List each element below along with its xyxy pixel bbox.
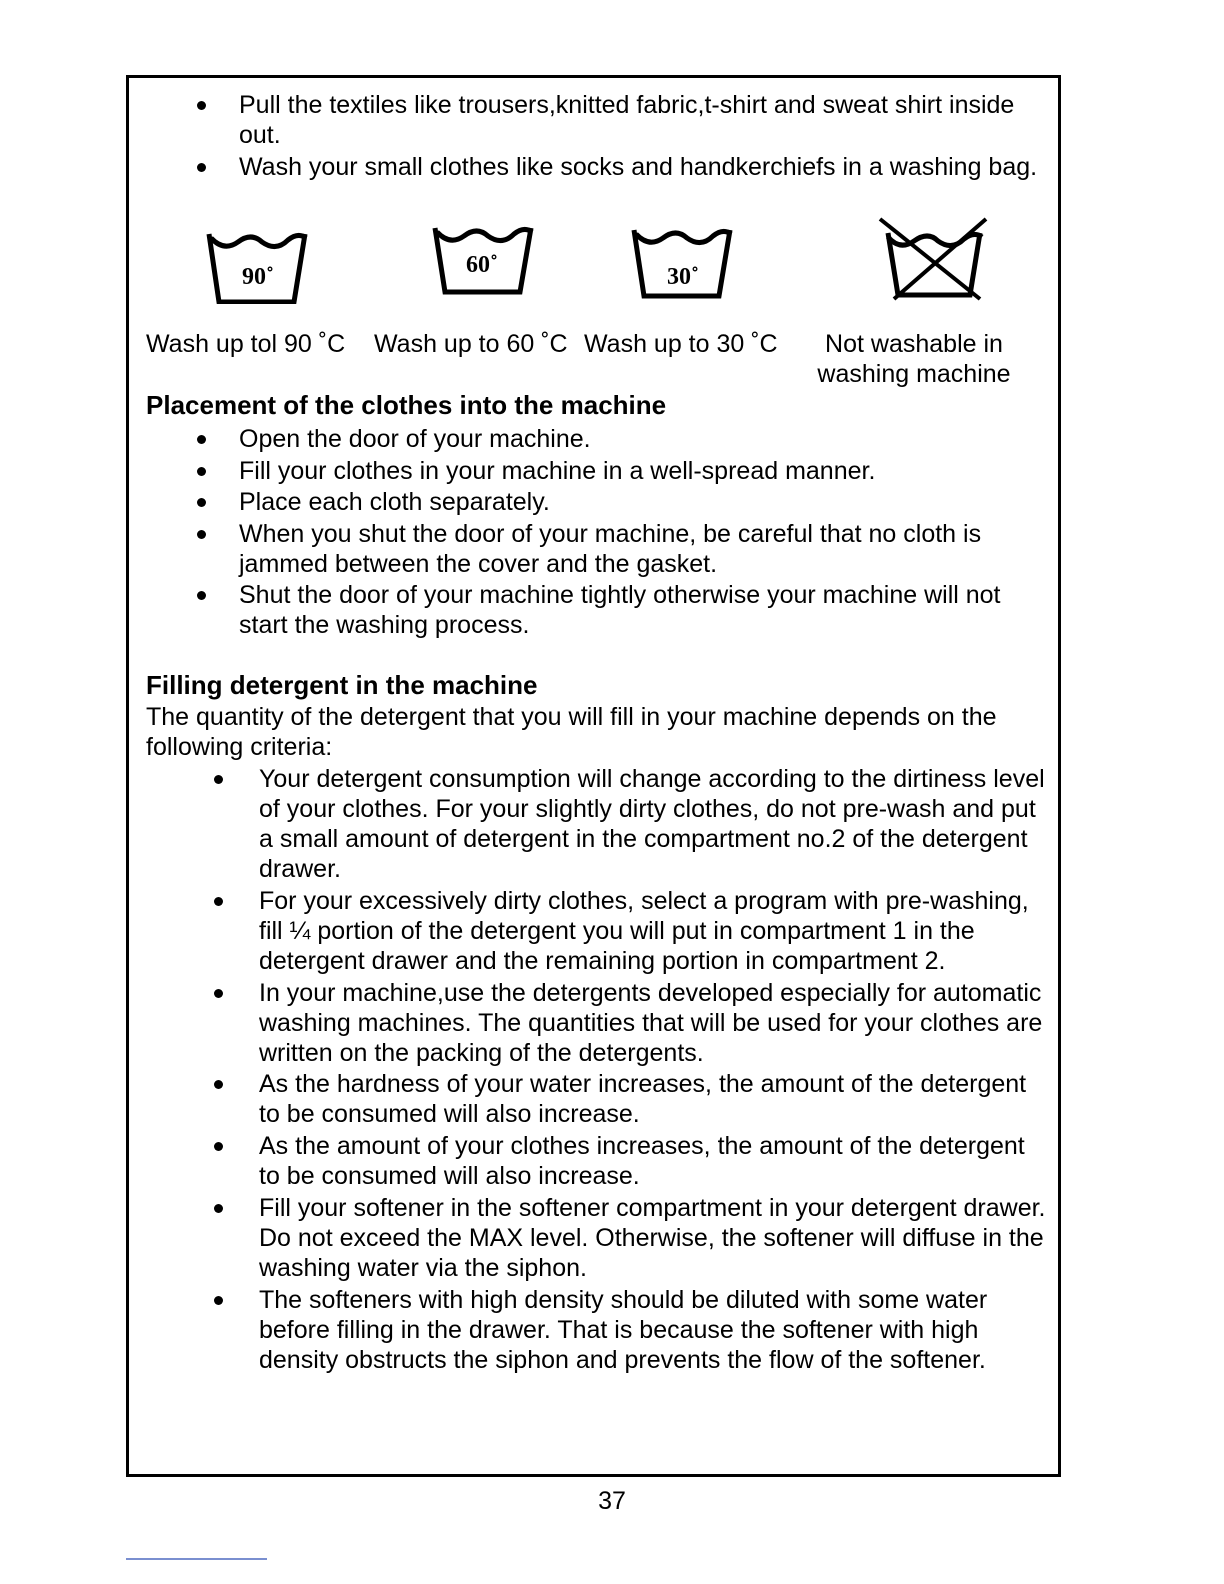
wash-30-icon bbox=[631, 224, 735, 300]
bullet-icon bbox=[197, 591, 206, 600]
list-item: As the hardness of your water increases, the amount of the detergent to be consumed will also increase. bbox=[259, 1069, 1049, 1129]
bullet-icon bbox=[197, 530, 206, 539]
list-item: Shut the door of your machine tightly otherwise your machine will not start the washing process. bbox=[239, 580, 1049, 640]
wash-90-icon bbox=[206, 228, 310, 304]
bullet-icon bbox=[214, 1204, 223, 1213]
page-number: 37 bbox=[598, 1487, 626, 1515]
bullet-icon bbox=[214, 989, 223, 998]
list-item: When you shut the door of your machine, be careful that no cloth is jammed between the cover and the gasket. bbox=[239, 519, 1049, 579]
bullet-icon bbox=[197, 498, 206, 507]
do-not-wash-icon bbox=[876, 215, 990, 303]
list-item: For your excessively dirty clothes, select a program with pre-washing, fill ¼ portion of the detergent you will put in compartment 1 in the detergent drawer and the remaining portion in compartment 2. bbox=[259, 886, 1049, 976]
wash-90-caption: Wash up tol 90 ˚C bbox=[146, 330, 346, 358]
list-item: Fill your softener in the softener compartment in your detergent drawer. Do not exceed the MAX level. Otherwise, the softener will diffuse in the washing water via the siphon. bbox=[259, 1193, 1049, 1283]
temp-label: 60˚ bbox=[466, 252, 498, 278]
bullet-icon bbox=[197, 101, 206, 110]
temp-label: 30˚ bbox=[667, 264, 699, 290]
wash-60-caption: Wash up to 60 ˚C bbox=[374, 330, 568, 358]
bullet-icon bbox=[197, 467, 206, 476]
wash-60-icon bbox=[432, 222, 536, 298]
bullet-icon bbox=[197, 163, 206, 172]
placement-bullet-list bbox=[239, 424, 1049, 642]
list-item: The softeners with high density should be diluted with some water before filling in the drawer. That is because the softener with high density obstructs the siphon and prevents the flow of the softener. bbox=[259, 1285, 1049, 1375]
intro-bullet-list bbox=[239, 90, 1039, 184]
list-item: Open the door of your machine. bbox=[239, 424, 1049, 454]
temp-label: 90˚ bbox=[242, 264, 274, 290]
detergent-intro: The quantity of the detergent that you will fill in your machine depends on the following criteria: bbox=[146, 703, 997, 761]
detergent-heading: Filling detergent in the machine bbox=[146, 670, 538, 700]
bullet-icon bbox=[197, 435, 206, 444]
wash-30-caption: Wash up to 30 ˚C bbox=[584, 330, 778, 358]
placement-heading: Placement of the clothes into the machine bbox=[146, 390, 667, 420]
detergent-bullet-list bbox=[259, 764, 1049, 1377]
list-item: Pull the textiles like trousers,knitted fabric,t-shirt and sweat shirt inside out. bbox=[239, 90, 1039, 150]
not-washable-caption: Not washable in washing machine bbox=[817, 330, 1011, 388]
list-item: As the amount of your clothes increases, the amount of the detergent to be consumed will also increase. bbox=[259, 1131, 1049, 1191]
list-item: Your detergent consumption will change according to the dirtiness level of your clothes. For your slightly dirty clothes, do not pre-wash and put a small amount of detergent in the compartment no.2 of the detergent drawer. bbox=[259, 764, 1049, 884]
list-item: Place each cloth separately. bbox=[239, 487, 1049, 517]
list-item: Fill your clothes in your machine in a well-spread manner. bbox=[239, 456, 1049, 486]
list-item: In your machine,use the detergents developed especially for automatic washing machines. The quantities that will be used for your clothes are written on the packing of the detergents. bbox=[259, 978, 1049, 1068]
bullet-icon bbox=[214, 775, 223, 784]
bullet-icon bbox=[214, 897, 223, 906]
bullet-icon bbox=[214, 1296, 223, 1305]
list-item: Wash your small clothes like socks and handkerchiefs in a washing bag. bbox=[239, 152, 1039, 182]
footer-divider bbox=[126, 1558, 267, 1560]
